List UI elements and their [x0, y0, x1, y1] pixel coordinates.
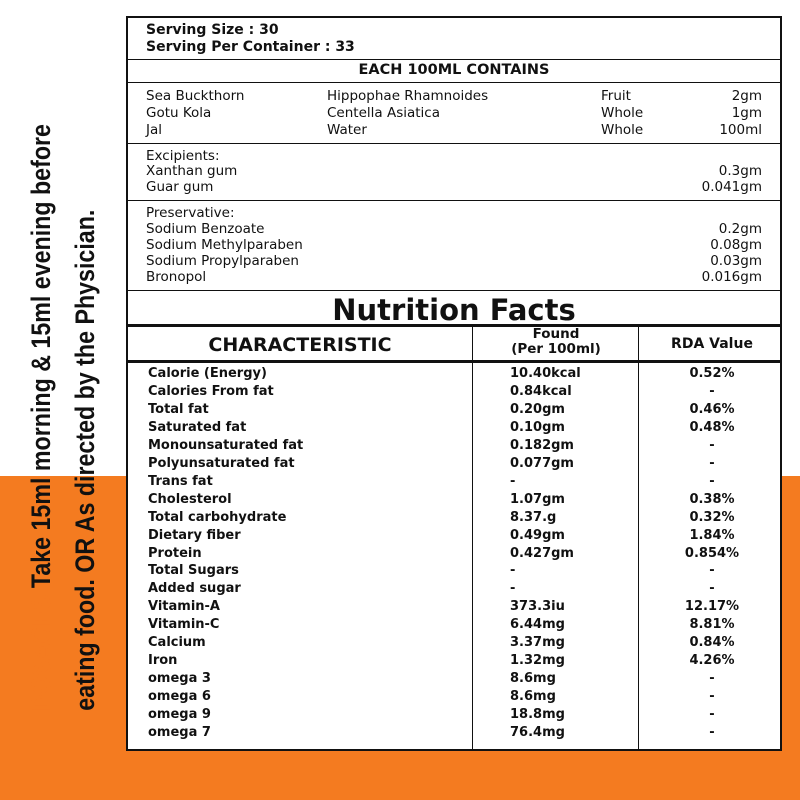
header-found-line1: Found	[532, 326, 580, 342]
nutrition-row	[128, 545, 780, 563]
nutrient-rda: 12.17%	[684, 599, 740, 615]
nutrition-row	[128, 562, 780, 580]
nutrient-rda: -	[709, 689, 715, 705]
nutrition-row	[128, 670, 780, 688]
nutrient-rda: 0.38%	[689, 491, 735, 507]
nutrient-name: Total Sugars	[148, 563, 239, 579]
nutrition-row	[128, 724, 780, 742]
preservative-name: Sodium Methylparaben	[146, 237, 303, 253]
ingredient-latin: Hippophae Rhamnoides	[327, 88, 489, 104]
preservative-name: Sodium Propylparaben	[146, 253, 299, 269]
ingredient-latin: Water	[327, 122, 367, 138]
nutrient-name: Total fat	[148, 401, 209, 417]
divider-thick	[128, 360, 780, 363]
nutrient-found: 0.10gm	[510, 419, 565, 435]
ingredient-name: Jal	[146, 122, 163, 138]
divider	[128, 143, 780, 144]
nutrient-name: omega 6	[148, 689, 211, 705]
nutrient-rda: -	[709, 437, 715, 453]
nutrition-row	[128, 688, 780, 706]
nutrient-name: omega 9	[148, 707, 211, 723]
ingredient-row	[146, 105, 762, 121]
ingredient-qty: 2gm	[731, 88, 762, 104]
excipient-qty: 0.041gm	[701, 179, 762, 195]
nutrient-found: 3.37mg	[510, 635, 565, 651]
contains-header: EACH 100ML CONTAINS	[358, 62, 550, 78]
excipients-title: Excipients:	[146, 148, 220, 164]
preservative-row	[146, 253, 762, 269]
nutrition-row	[128, 634, 780, 652]
nutrient-found: 0.49gm	[510, 527, 565, 543]
dosage-line-1	[19, 105, 63, 710]
nutrient-rda: 4.26%	[689, 653, 735, 669]
excipient-qty: 0.3gm	[718, 163, 762, 179]
nutrient-found: 10.40kcal	[510, 366, 581, 381]
ingredient-row	[146, 88, 762, 104]
excipient-row	[146, 179, 762, 195]
preservative-qty: 0.2gm	[718, 221, 762, 237]
nutrient-name: Vitamin-C	[148, 617, 220, 633]
nutrient-rda: -	[709, 707, 715, 723]
dosage-keyword: DOSAGES	[26, 594, 56, 711]
nutrient-name: Total carbohydrate	[148, 509, 287, 525]
divider	[128, 59, 780, 60]
ingredient-latin: Centella Asiatica	[327, 105, 440, 121]
preservative-row	[146, 237, 762, 253]
nutrition-row	[128, 509, 780, 527]
dosage-strip	[0, 0, 126, 752]
nutrient-rda: -	[709, 563, 715, 579]
nutrient-name: Calcium	[148, 635, 206, 651]
preservative-row	[146, 221, 762, 237]
nutrient-found: 76.4mg	[510, 725, 565, 740]
nutrient-name: Polyunsaturated fat	[148, 455, 295, 471]
nutrient-found: 1.32mg	[510, 653, 565, 669]
nutrient-rda: 0.32%	[689, 509, 735, 525]
nutrition-row	[128, 401, 780, 419]
nutrient-found: 0.427gm	[510, 545, 574, 561]
nutrient-found: 373.3iu	[510, 599, 565, 615]
nutrition-row	[128, 527, 780, 545]
nutrition-row	[128, 437, 780, 455]
preservative-qty: 0.08gm	[710, 237, 762, 253]
nutrient-name: Trans fat	[148, 473, 213, 489]
nutrient-found: 1.07gm	[510, 491, 565, 507]
nutrient-found: -	[510, 563, 516, 579]
nutrition-facts-title: Nutrition Facts	[332, 293, 576, 327]
ingredient-name: Gotu Kola	[146, 105, 212, 121]
nutrition-row	[128, 652, 780, 670]
nutrient-found: 8.37.g	[510, 509, 557, 525]
nutrition-row	[128, 473, 780, 491]
supplement-label-panel	[126, 16, 782, 751]
nutrient-rda: 8.81%	[689, 617, 735, 633]
nutrient-found: 0.182gm	[510, 437, 574, 453]
serving-info	[146, 22, 355, 56]
divider-thick	[128, 324, 780, 327]
nutrition-row	[128, 580, 780, 598]
preservative-qty: 0.016gm	[701, 269, 762, 285]
divider	[128, 200, 780, 201]
header-rda: RDA Value	[671, 336, 753, 352]
nutrient-name: Calories From fat	[148, 383, 274, 399]
nutrient-found: 8.6mg	[510, 689, 556, 705]
preservative-name: Bronopol	[146, 269, 207, 285]
nutrient-rda: -	[709, 383, 715, 399]
ingredient-part: Whole	[601, 105, 644, 121]
ingredient-part: Fruit	[601, 88, 631, 104]
serving-per-container: Serving Per Container : 33	[146, 39, 355, 55]
nutrient-name: Vitamin-A	[148, 599, 220, 615]
nutrition-row	[128, 706, 780, 724]
nutrition-row	[128, 491, 780, 509]
preservative-name: Sodium Benzoate	[146, 221, 265, 237]
nutrient-rda: 0.48%	[689, 419, 735, 435]
nutrient-rda: -	[709, 473, 715, 489]
dosage-line-2: eating food. OR As directed by the Physician.	[70, 209, 100, 711]
dosage-text	[0, 105, 126, 752]
nutrition-row	[128, 365, 780, 383]
nutrient-name: omega 7	[148, 725, 211, 740]
nutrient-name: Cholesterol	[148, 491, 232, 507]
divider	[128, 290, 780, 291]
nutrient-rda: -	[709, 725, 715, 740]
header-characteristic: CHARACTERISTIC	[208, 334, 392, 356]
nutrient-rda: -	[709, 671, 715, 687]
excipient-name: Guar gum	[146, 179, 214, 195]
nutrient-found: 0.077gm	[510, 455, 574, 471]
ingredient-row	[146, 122, 762, 138]
preservative-qty: 0.03gm	[710, 253, 762, 269]
nutrition-row	[128, 598, 780, 616]
nutrition-row	[128, 383, 780, 401]
nutrient-name: Added sugar	[148, 581, 241, 597]
nutrient-name: Iron	[148, 653, 178, 669]
excipient-name: Xanthan gum	[146, 163, 238, 179]
header-found-line2: (Per 100ml)	[511, 341, 601, 357]
nutrient-found: 18.8mg	[510, 707, 565, 723]
nutrient-found: 0.20gm	[510, 401, 565, 417]
ingredient-qty: 1gm	[731, 105, 762, 121]
nutrient-found: 6.44mg	[510, 617, 565, 633]
excipient-row	[146, 163, 762, 179]
nutrient-name: Monounsaturated fat	[148, 437, 304, 453]
nutrient-found: 8.6mg	[510, 671, 556, 687]
nutrient-rda: 1.84%	[689, 527, 735, 543]
header-found	[474, 327, 638, 357]
nutrient-found: -	[510, 581, 516, 597]
nutrient-name: Dietary fiber	[148, 527, 241, 543]
nutrition-row	[128, 419, 780, 437]
nutrition-row	[128, 616, 780, 634]
serving-size: Serving Size : 30	[146, 22, 279, 38]
nutrient-rda: -	[709, 455, 715, 471]
nutrient-found: -	[510, 473, 516, 489]
nutrient-name: Saturated fat	[148, 419, 247, 435]
dosage-line-1-rest: Take 15ml morning & 15ml evening before	[26, 124, 56, 595]
ingredient-qty: 100ml	[719, 122, 762, 138]
preservative-row	[146, 269, 762, 285]
nutrient-rda: -	[709, 581, 715, 597]
nutrient-rda: 0.46%	[689, 401, 735, 417]
nutrient-name: Calorie (Energy)	[148, 366, 267, 381]
nutrient-name: omega 3	[148, 671, 211, 687]
nutrient-name: Protein	[148, 545, 202, 561]
nutrient-found: 0.84kcal	[510, 383, 572, 399]
preservative-title: Preservative:	[146, 205, 235, 221]
nutrient-rda: 0.84%	[689, 635, 735, 651]
divider	[128, 82, 780, 83]
nutrition-row	[128, 455, 780, 473]
ingredient-part: Whole	[601, 122, 644, 138]
nutrient-rda: 0.52%	[689, 366, 735, 381]
nutrient-rda: 0.854%	[684, 545, 740, 561]
ingredient-name: Sea Buckthorn	[146, 88, 245, 104]
